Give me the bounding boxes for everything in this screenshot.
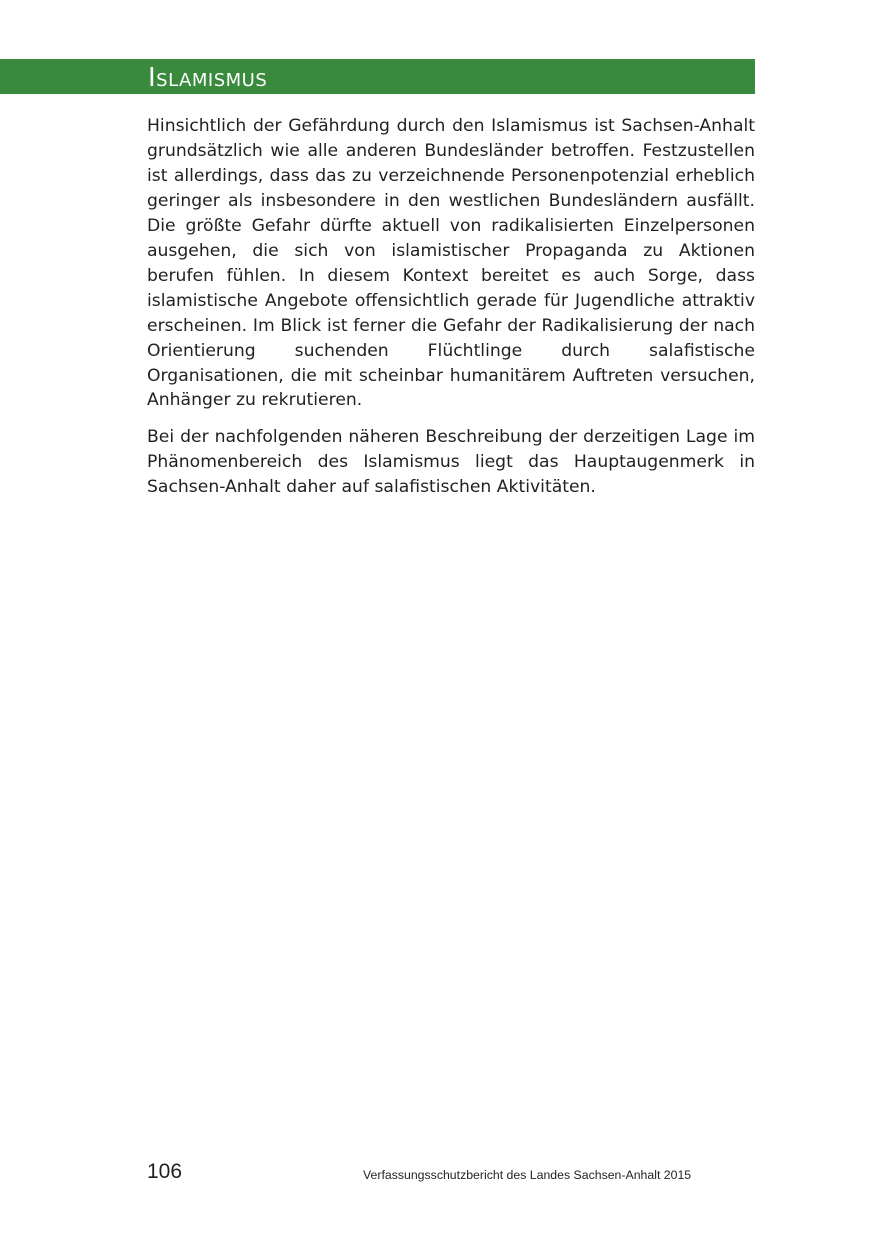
- page-number: 106: [147, 1160, 183, 1183]
- section-header-bar: [0, 59, 755, 94]
- body-paragraph-2: Bei der nachfolgenden näheren Beschreibung der derzeitigen Lage im Phänomenbereich des Islamismus liegt das Hauptaugenmerk in Sachsen-Anhalt daher auf salafistischen Aktivitäten.: [147, 427, 755, 498]
- publication-title: Verfassungsschutzbericht des Landes Sachsen-Anhalt 2015: [363, 1168, 692, 1182]
- main-content: [147, 114, 755, 512]
- body-paragraph-1: Hinsichtlich der Gefährdung durch den Islamismus ist Sachsen-Anhalt grundsätzlich wie alle anderen Bundesländer betroffen. Festzustellen ist allerdings, dass das zu verzeichnende Personenpotenzial erheblich geringer als insbesondere in den westlichen Bundesländern ausfällt. Die größte Gefahr dürfte aktuell von radikalisierten Einzelpersonen ausgehen, die sich von islamistischer Propaganda zu Aktionen berufen fühlen. In diesem Kontext bereitet es auch Sorge, dass islamistische Angebote offensichtlich gerade für Jugendliche attraktiv erscheinen. Im Blick ist ferner die Gefahr der Radikalisierung der nach Orientierung suchenden Flüchtlinge durch salafistische Organisationen, die mit scheinbar humanitärem Auftreten versuchen, Anhänger zu rekrutieren.: [147, 116, 755, 411]
- section-title: Islamismus: [148, 63, 268, 93]
